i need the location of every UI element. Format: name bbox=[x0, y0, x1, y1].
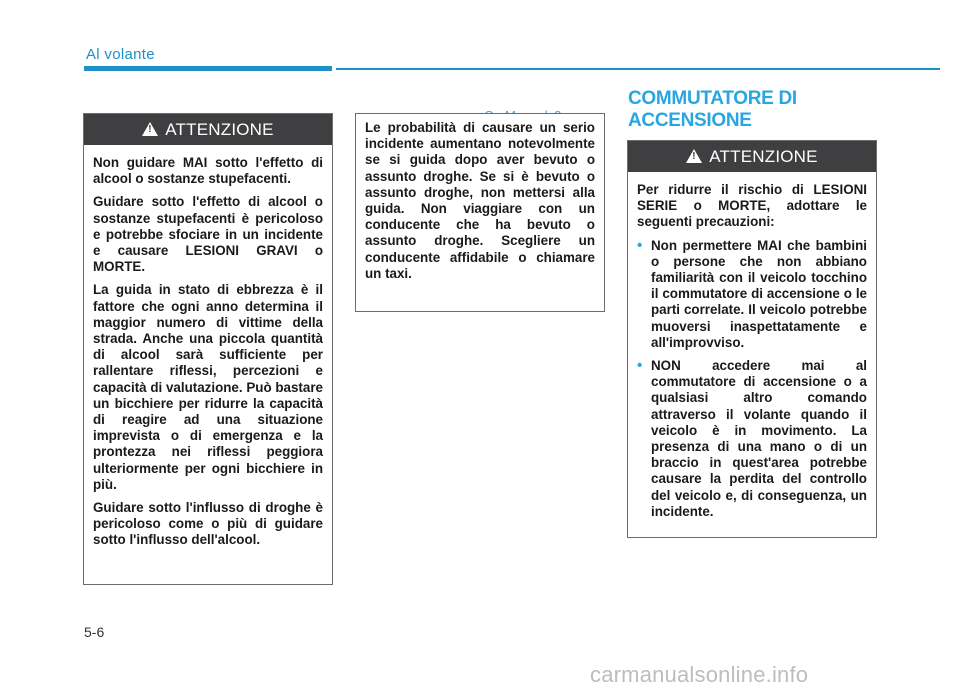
warning-title: ATTENZIONE bbox=[709, 146, 818, 166]
warning-intro: Per ridurre il rischio di LESIONI SERIE o MORTE, adottare le seguenti precauzioni: bbox=[637, 182, 867, 230]
warning-header bbox=[628, 141, 876, 172]
section-heading-line-1: COMMUTATORE DI bbox=[628, 88, 797, 109]
warning-box-ignition bbox=[627, 140, 877, 538]
warning-body bbox=[84, 145, 332, 564]
warning-box-continuation bbox=[355, 113, 605, 312]
section-title: Al volante bbox=[86, 46, 155, 63]
warning-triangle-icon bbox=[142, 122, 158, 136]
warning-paragraph: Guidare sotto l'effetto di alcool o sostanze stupefacenti è pericoloso e potrebbe sfociare in un incidente e causare LESIONI GRAVI o MORTE. bbox=[93, 194, 323, 275]
warning-paragraph: Le probabilità di causare un serio incidente aumentano notevolmente se si guida dopo aver bevuto o assunto droghe. Se si è bevuto o assunto droghe, non mettersi alla guida. Non viaggiare con un conducente che ha bevuto o assunto droghe. Scegliere un conducente affidabile o chiamare un taxi. bbox=[365, 120, 595, 281]
warning-bullet-list bbox=[637, 238, 867, 520]
warning-paragraph: La guida in stato di ebbrezza è il fattore che ogni anno determina il maggior numero di vittime della strada. Anche una piccola quantità di alcool sarà sufficiente per rallentare riflessi, percezioni e capacità di valutazione. Può bastare un bicchiere per ridurre la capacità di reagire ad una situazione imprevista o di emergenza e la prontezza nei riflessi peggiora ulteriormente per ogni bicchiere in più. bbox=[93, 282, 323, 492]
header-rule-thick bbox=[84, 66, 332, 71]
warning-bullet: • NON accedere mai al commutatore di accensione o a qualsiasi altro comando attraverso il volante quando il veicolo è in movimento. La presenza di una mano o di un braccio in quest'area potrebbe causare la perdita del controllo del veicolo e, di conseguenza, un incidente. bbox=[637, 358, 867, 520]
warning-header bbox=[84, 114, 332, 145]
header-rule-thin bbox=[336, 68, 940, 70]
section-heading-line-2: ACCENSIONE bbox=[628, 110, 752, 131]
warning-paragraph: Guidare sotto l'influsso di droghe è pericoloso come o più di guidare sotto l'influsso dell'alcool. bbox=[93, 500, 323, 548]
warning-triangle-icon bbox=[686, 149, 702, 163]
warning-paragraph: Non guidare MAI sotto l'effetto di alcool o sostanze stupefacenti. bbox=[93, 155, 323, 187]
section-heading bbox=[628, 88, 797, 132]
warning-body bbox=[628, 172, 876, 535]
warning-box-alcohol bbox=[83, 113, 333, 585]
warning-body bbox=[356, 114, 604, 297]
watermark-bottom[interactable]: carmanualsonline.info bbox=[590, 662, 809, 687]
page-number: 5-6 bbox=[84, 624, 105, 640]
warning-bullet: • Non permettere MAI che bambini o persone che non abbiano familiarità con il veicolo tocchino il commutatore di accensione o le parti correlate. Il veicolo potrebbe muoversi inaspettatamente e all'improvviso. bbox=[637, 238, 867, 351]
warning-title: ATTENZIONE bbox=[165, 119, 274, 139]
